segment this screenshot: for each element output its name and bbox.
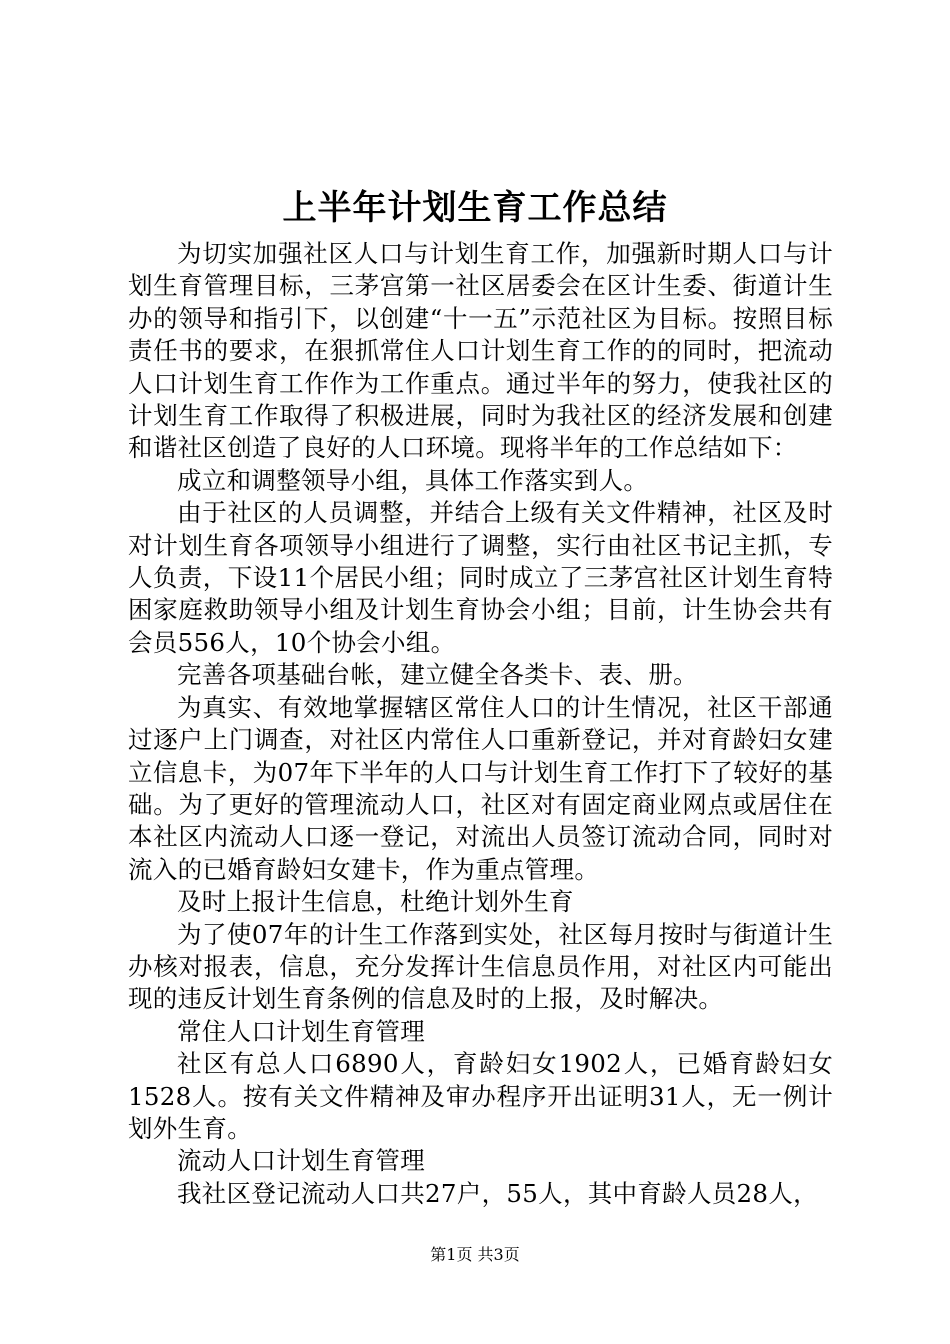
paragraph-leadership: 由于社区的人员调整，并结合上级有关文件精神，社区及时对计划生育各项领导小组进行了调整，实行由社区书记主抓，专人负责，下设11个居民小组；同时成立了三茅宫社区计划生育特困家庭救助领导小组及计划生育协会小组；目前，计生协会共有会员556人，10个协会小组。 bbox=[128, 498, 833, 657]
paragraph-intro: 为切实加强社区人口与计划生育工作，加强新时期人口与计划生育管理目标，三茅宫第一社区居委会在区计生委、街道计生办的领导和指引下，以创建“十一五”示范社区为目标。按照目标责任书的要求，在狠抓常住人口计划生育工作的的同时，把流动人口计划生育工作作为工作重点。通过半年的努力，使我社区的计划生育工作取得了积极进展，同时为我社区的经济发展和创建和谐社区创造了良好的人口环境。现将半年的工作总结如下： bbox=[128, 239, 833, 463]
paragraph-floating-population: 我社区登记流动人口共27户，55人，其中育龄人员28人， bbox=[177, 1178, 818, 1208]
section-heading-leadership: 成立和调整领导小组，具体工作落实到人。 bbox=[177, 465, 649, 495]
document-title: 上半年计划生育工作总结 bbox=[282, 188, 668, 228]
paragraph-resident-population: 社区有总人口6890人，育龄妇女1902人，已婚育龄妇女1528人。按有关文件精神及审办程序开出证明31人，无一例计划外生育。 bbox=[128, 1049, 833, 1143]
paragraph-reporting: 为了使07年的计生工作落到实处，社区每月按时与街道计生办核对报表，信息，充分发挥计生信息员作用，对社区内可能出现的违反计划生育条例的信息及时的上报，及时解决。 bbox=[128, 919, 833, 1014]
section-heading-resident-population: 常住人口计划生育管理 bbox=[177, 1016, 425, 1046]
page-footer: 第1页 共3页 bbox=[430, 1245, 520, 1264]
section-heading-reporting: 及时上报计生信息，杜绝计划外生育 bbox=[177, 887, 574, 917]
document-body bbox=[128, 238, 833, 1210]
section-heading-records: 完善各项基础台帐，建立健全各类卡、表、册。 bbox=[177, 660, 698, 690]
paragraph-records: 为真实、有效地掌握辖区常住人口的计生情况，社区干部通过逐户上门调查，对社区内常住人口重新登记，并对育龄妇女建立信息卡，为07年下半年的人口与计划生育工作打下了较好的基础。为了更好的管理流动人口，社区对有固定商业网点或居住在本社区内流动人口逐一登记，对流出人员签订流动合同，同时对流入的已婚育龄妇女建卡，作为重点管理。 bbox=[128, 692, 833, 884]
section-heading-floating-population: 流动人口计划生育管理 bbox=[177, 1146, 425, 1176]
